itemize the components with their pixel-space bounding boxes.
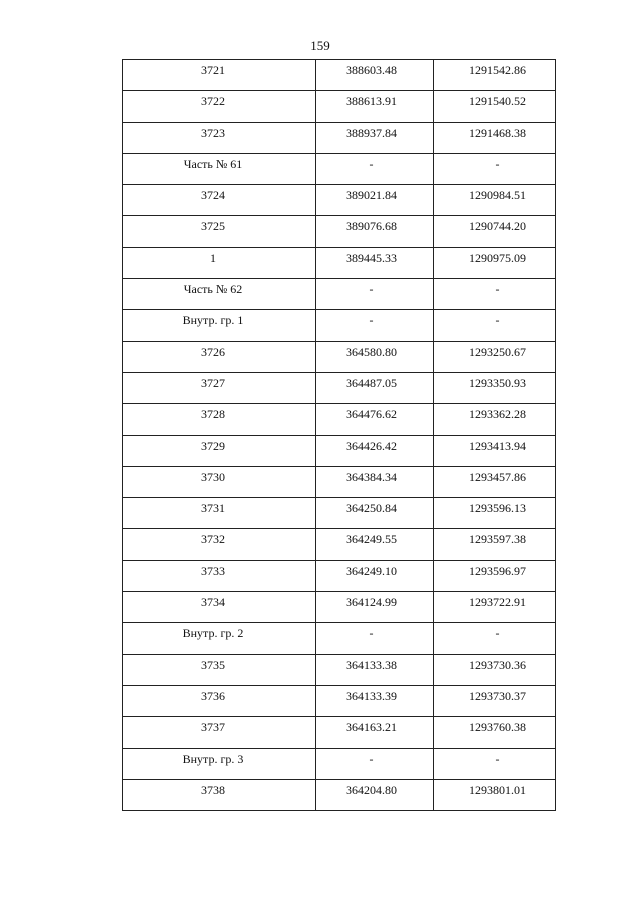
point-label-cell [123,91,316,122]
table-row [123,247,556,278]
table-row [123,341,556,372]
x-coordinate-cell [316,529,434,560]
x-coordinate-cell [316,560,434,591]
cell-text: 364124.99 [346,595,397,610]
y-coordinate-cell [434,498,556,529]
y-coordinate-cell [434,153,556,184]
y-coordinate-cell [434,623,556,654]
cell-text: Часть № 62 [183,282,243,297]
cell-text: - [369,282,374,297]
x-coordinate-cell [316,247,434,278]
cell-text: 1293250.67 [469,344,526,359]
cell-text: 389076.68 [346,219,397,234]
table-row [123,185,556,216]
cell-text: 3723 [201,125,225,140]
table-row [123,717,556,748]
x-coordinate-cell [316,654,434,685]
table-row [123,216,556,247]
cell-text: 364133.38 [346,657,397,672]
y-coordinate-cell [434,529,556,560]
point-label-cell [123,247,316,278]
cell-text: 364580.80 [346,344,397,359]
x-coordinate-cell [316,779,434,810]
page-number: 159 [310,38,330,53]
cell-text: - [495,751,500,766]
table-row [123,685,556,716]
point-label-cell [123,279,316,310]
cell-text: 364204.80 [346,782,397,797]
cell-text: 3724 [201,188,225,203]
point-label-cell [123,654,316,685]
point-label-cell [123,717,316,748]
x-coordinate-cell [316,310,434,341]
x-coordinate-cell [316,466,434,497]
point-label-cell [123,748,316,779]
table-row [123,529,556,560]
cell-text: 1293596.97 [469,563,526,578]
x-coordinate-cell [316,185,434,216]
point-label-cell [123,685,316,716]
cell-text: 3730 [201,469,225,484]
cell-text: 3738 [201,782,225,797]
cell-text: 364384.34 [346,469,397,484]
point-label-cell [123,153,316,184]
cell-text: 1290975.09 [469,250,526,265]
cell-text: 3729 [201,438,225,453]
table-row [123,310,556,341]
y-coordinate-cell [434,91,556,122]
table-row [123,435,556,466]
y-coordinate-cell [434,560,556,591]
x-coordinate-cell [316,748,434,779]
cell-text: 3722 [201,94,225,109]
cell-text: 1291542.86 [469,63,526,77]
point-label-cell [123,404,316,435]
cell-text: - [495,313,500,328]
cell-text: 389445.33 [346,250,397,265]
x-coordinate-cell [316,685,434,716]
point-label-cell [123,560,316,591]
cell-text: Часть № 61 [183,156,243,171]
cell-text: 364249.10 [346,563,397,578]
y-coordinate-cell [434,466,556,497]
cell-text: 1293722.91 [469,595,526,610]
cell-text: 3736 [201,688,225,703]
point-label-cell [123,529,316,560]
cell-text: 1293413.94 [469,438,526,453]
cell-text: 389021.84 [346,188,397,203]
point-label-cell [123,216,316,247]
point-label-cell [123,498,316,529]
x-coordinate-cell [316,122,434,153]
cell-text: 1291468.38 [469,125,526,140]
y-coordinate-cell [434,185,556,216]
cell-text: 3721 [201,63,225,77]
point-label-cell [123,60,316,91]
y-coordinate-cell [434,435,556,466]
x-coordinate-cell [316,498,434,529]
cell-text: Внутр. гр. 2 [182,626,244,641]
y-coordinate-cell [434,341,556,372]
cell-text: 1293457.86 [469,469,526,484]
point-label-cell [123,779,316,810]
cell-text: 3733 [201,563,225,578]
cell-text: - [369,156,374,171]
cell-text: 1293596.13 [469,501,526,516]
y-coordinate-cell [434,279,556,310]
cell-text: - [495,282,500,297]
x-coordinate-cell [316,404,434,435]
y-coordinate-cell [434,247,556,278]
cell-text: - [369,626,374,641]
table-row [123,560,556,591]
coordinates-table [122,59,556,811]
cell-text: 388613.91 [346,94,397,109]
coordinates-table-body [123,60,556,811]
cell-text: 1 [210,250,216,265]
cell-text: 3725 [201,219,225,234]
x-coordinate-cell [316,592,434,623]
cell-text: 364487.05 [346,375,397,390]
cell-text: 3734 [201,595,225,610]
cell-text: - [369,313,374,328]
cell-text: - [495,626,500,641]
cell-text: 1291540.52 [469,94,526,109]
table-row [123,153,556,184]
table-row [123,279,556,310]
table-row [123,623,556,654]
y-coordinate-cell [434,717,556,748]
cell-text: 364426.42 [346,438,397,453]
point-label-cell [123,592,316,623]
table-row [123,779,556,810]
table-row [123,498,556,529]
cell-text: 364133.39 [346,688,397,703]
cell-text: 3731 [201,501,225,516]
y-coordinate-cell [434,60,556,91]
table-row [123,404,556,435]
point-label-cell [123,185,316,216]
y-coordinate-cell [434,779,556,810]
x-coordinate-cell [316,435,434,466]
point-label-cell [123,310,316,341]
y-coordinate-cell [434,122,556,153]
point-label-cell [123,122,316,153]
point-label-cell [123,623,316,654]
cell-text: 364476.62 [346,407,397,422]
cell-text: 388937.84 [346,125,397,140]
point-label-cell [123,466,316,497]
table-row [123,654,556,685]
cell-text: - [369,751,374,766]
cell-text: 3728 [201,407,225,422]
cell-text: 388603.48 [346,63,397,77]
cell-text: 3735 [201,657,225,672]
x-coordinate-cell [316,341,434,372]
point-label-cell [123,372,316,403]
y-coordinate-cell [434,310,556,341]
cell-text: 1290984.51 [469,188,526,203]
table-row [123,372,556,403]
table-row [123,592,556,623]
cell-text: 364250.84 [346,501,397,516]
x-coordinate-cell [316,60,434,91]
cell-text: 3737 [201,720,225,735]
cell-text: 364249.55 [346,532,397,547]
cell-text: 1293730.37 [469,688,526,703]
cell-text: 1293597.38 [469,532,526,547]
cell-text: Внутр. гр. 3 [182,751,244,766]
cell-text: 364163.21 [346,720,397,735]
cell-text: 3726 [201,344,225,359]
table-row [123,60,556,91]
y-coordinate-cell [434,654,556,685]
table-row [123,748,556,779]
x-coordinate-cell [316,91,434,122]
cell-text: 1293801.01 [469,782,526,797]
cell-text: 1293362.28 [469,407,526,422]
y-coordinate-cell [434,372,556,403]
cell-text: - [495,156,500,171]
table-row [123,466,556,497]
cell-text: 3727 [201,375,225,390]
y-coordinate-cell [434,216,556,247]
x-coordinate-cell [316,623,434,654]
y-coordinate-cell [434,592,556,623]
cell-text: 3732 [201,532,225,547]
cell-text: 1293350.93 [469,375,526,390]
point-label-cell [123,341,316,372]
table-row [123,122,556,153]
x-coordinate-cell [316,216,434,247]
x-coordinate-cell [316,153,434,184]
y-coordinate-cell [434,748,556,779]
point-label-cell [123,435,316,466]
table-row [123,91,556,122]
cell-text: 1293730.36 [469,657,526,672]
x-coordinate-cell [316,372,434,403]
cell-text: Внутр. гр. 1 [182,313,244,328]
cell-text: 1293760.38 [469,720,526,735]
y-coordinate-cell [434,404,556,435]
x-coordinate-cell [316,279,434,310]
x-coordinate-cell [316,717,434,748]
cell-text: 1290744.20 [469,219,526,234]
y-coordinate-cell [434,685,556,716]
